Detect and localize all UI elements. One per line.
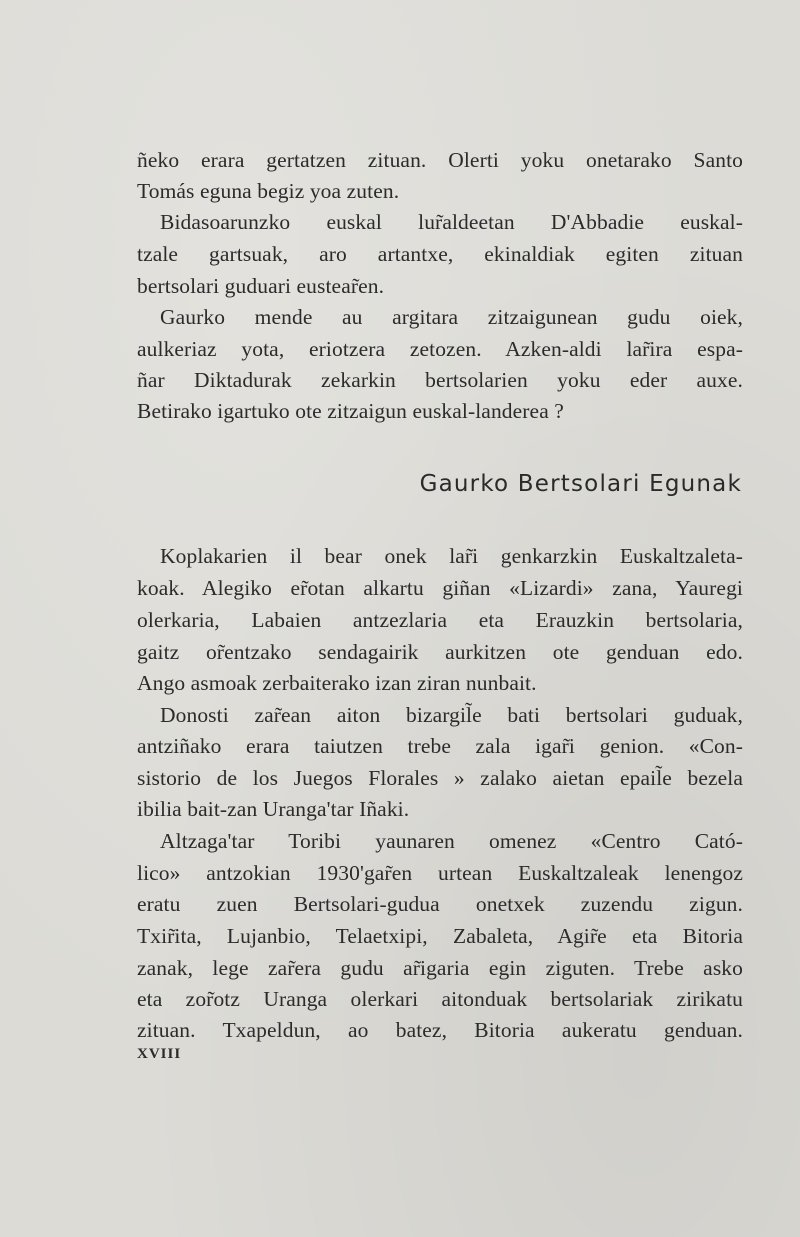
paragraph-line: Bidasoarunzko euskal lur̃aldeetan D'Abbadie euskal- [160,210,743,234]
paragraph-line: zituan. Txapeldun, ao batez, Bitoria aukeratu genduan. [137,1018,743,1042]
paragraph-line: Ango asmoak zerbaiterako izan ziran nunbait. [137,671,537,695]
paragraph-line: koak. Alegiko er̃otan alkartu giñan «Lizardi» zana, Yauregi [137,576,743,600]
paragraph-line: Gaurko mende au argitara zitzaigunean gudu oiek, [160,305,743,329]
paragraph-line: Donosti zar̃ean aiton bizargil̃e bati bertsolari guduak, [160,703,743,727]
paragraph-line: Tomás eguna begiz yoa zuten. [137,179,400,203]
paragraph-line: zanak, lege zar̃era gudu ar̃igaria egin ziguten. Trebe asko [137,956,743,980]
paragraph-line: eta zor̃otz Uranga olerkari aitonduak bertsolariak zirikatu [137,987,743,1011]
page-number: XVIII [137,1046,182,1062]
paragraph-line: eratu zuen Bertsolari-gudua onetxek zuzendu zigun. [137,892,743,916]
section-heading: Gaurko Bertsolari Egunak [419,471,742,497]
paragraph-line: Txir̃ita, Lujanbio, Telaetxipi, Zabaleta, Agir̃e eta Bitoria [137,924,743,948]
paragraph-line: ñar Diktadurak zekarkin bertsolarien yoku eder auxe. [137,368,743,392]
paragraph-line: aulkeriaz yota, eriotzera zetozen. Azken-aldi lar̃ira espa- [137,337,743,361]
paragraph-line: ñeko erara gertatzen zituan. Olerti yoku onetarako Santo [137,148,743,172]
paragraph-line: Betirako igartuko ote zitzaigun euskal-landerea ? [137,399,564,423]
paragraph-line: lico» antzokian 1930'gar̃en urtean Euskaltzaleak lenengoz [137,861,743,885]
paragraph-line: olerkaria, Labaien antzezlaria eta Erauzkin bertsolaria, [137,608,743,632]
paragraph-line: Altzaga'tar Toribi yaunaren omenez «Centro Cató- [160,829,743,853]
paragraph-line: antziñako erara taiutzen trebe zala igar̃i genion. «Con- [137,734,743,758]
paragraph-line: Koplakarien il bear onek lar̃i genkarzkin Euskaltzaleta- [160,544,743,568]
paragraph-line: tzale gartsuak, aro artantxe, ekinaldiak egiten zituan [137,242,743,266]
paragraph-line: bertsolari guduari eustear̃en. [137,274,385,298]
paragraph-line: gaitz or̃entzako sendagairik aurkitzen ote genduan edo. [137,640,743,664]
paragraph-line: sistorio de los Juegos Florales » zalako aietan epail̃e bezela [137,766,743,790]
paragraph-line: ibilia bait-zan Uranga'tar Iñaki. [137,797,410,821]
